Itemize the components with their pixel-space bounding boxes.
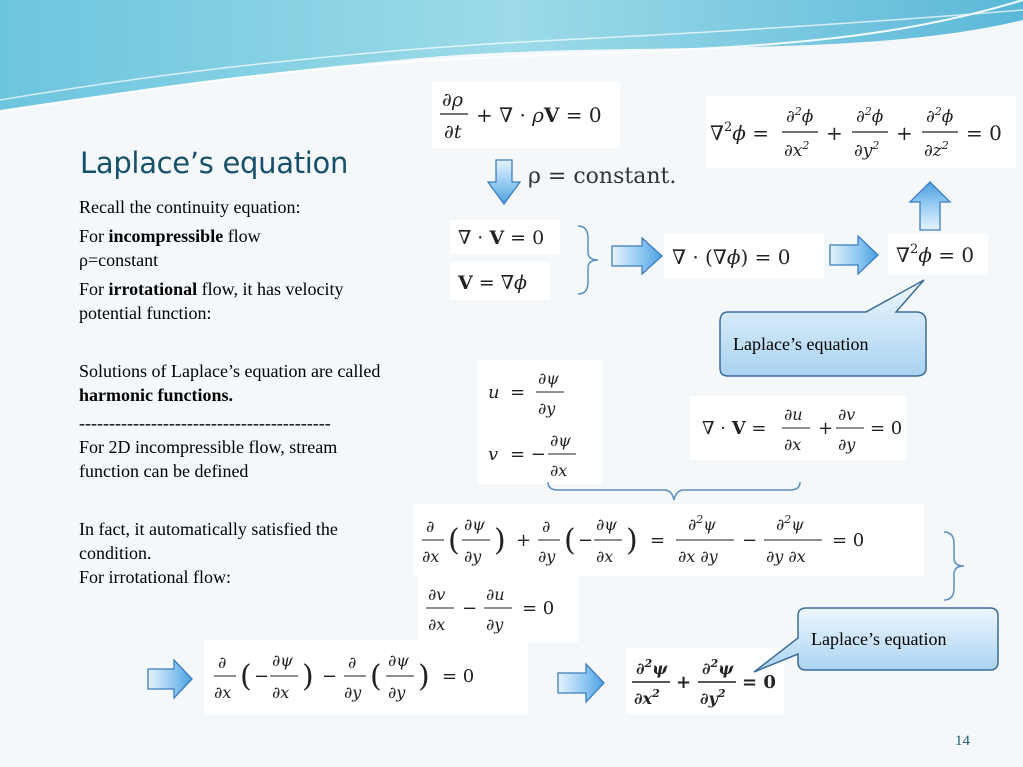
up-arrow-icon [908, 180, 952, 232]
svg-text:): ) [494, 523, 506, 558]
recall-line: Recall the continuity equation: [79, 197, 301, 217]
svg-text:v: v [488, 444, 499, 465]
laplace-3d-equation [706, 96, 1016, 168]
svg-text:∂v: ∂v [838, 405, 856, 424]
callout-bubble [716, 278, 932, 382]
div-grad-phi-equation [664, 234, 824, 278]
rho-constant-text: ρ = constant. [528, 163, 677, 189]
svg-text:∂y ∂x: ∂y ∂x [766, 547, 806, 566]
svg-text:∂v: ∂v [428, 585, 446, 604]
svg-text:−: − [578, 530, 594, 551]
svg-text:+: + [818, 418, 834, 439]
callout-label-top: Laplace’s equation [733, 334, 869, 354]
svg-text:∂: ∂ [542, 517, 551, 536]
svg-text:∂u: ∂u [784, 405, 803, 424]
irrotational-bold: irrotational [108, 279, 198, 299]
svg-text:∂x: ∂x [272, 683, 290, 702]
svg-text:∂t: ∂t [444, 121, 462, 143]
for-word: For [79, 226, 109, 246]
svg-text:(: ( [564, 523, 576, 558]
svg-text:∂2ψ: ∂$^2$ψ [702, 657, 734, 678]
svg-text:∂y: ∂y [486, 615, 504, 634]
horizontal-brace [546, 480, 802, 502]
svg-text:u: u [488, 382, 500, 403]
svg-text:∂y: ∂y [344, 683, 362, 702]
svg-text:∂y2: $\partial y^2$ [854, 139, 880, 161]
svg-text:∂ψ: ∂ψ [550, 431, 571, 450]
svg-text:=: = [510, 382, 526, 403]
in-fact-line: In fact, it automatically satisfied the condition. [79, 519, 338, 563]
right-brace-1 [574, 224, 602, 296]
svg-text:+: + [826, 121, 843, 145]
svg-text:=: = [650, 530, 666, 551]
svg-text:∂ψ: ∂ψ [538, 369, 559, 388]
velocity-potential-equation [450, 262, 550, 300]
svg-text:∂ρ: ∂ρ [442, 89, 463, 111]
svg-text:∂2ψ: ∂$^2$ψ [688, 513, 716, 534]
harmonic-bold: harmonic functions. [79, 385, 234, 405]
svg-text:−: − [322, 666, 338, 687]
right-arrow-icon [610, 236, 664, 276]
stream-function-definitions [478, 360, 602, 484]
svg-text:(: ( [240, 659, 252, 694]
svg-text:∇ · V =: ∇ · V = [702, 418, 767, 439]
svg-text:∂y: ∂y [464, 547, 482, 566]
incompressible-line [79, 224, 399, 248]
divergence-free-equation [450, 220, 560, 254]
svg-text:∇ · V = 0: ∇ · V = 0 [458, 227, 545, 249]
svg-text:∂: ∂ [426, 517, 435, 536]
right-arrow-icon [828, 234, 880, 276]
svg-text:= −: = − [510, 444, 546, 465]
svg-text:∂: ∂ [218, 653, 227, 672]
svg-text:+: + [676, 672, 692, 693]
incompressible-bold: incompressible [108, 226, 224, 246]
irrotational-2d-equation [418, 576, 578, 642]
bullet-text-column [79, 195, 399, 589]
svg-text:∂2ϕ: ∂$^2$ϕ [786, 105, 814, 127]
svg-text:): ) [626, 523, 638, 558]
svg-text:V = ∇ϕ: V = ∇ϕ [458, 272, 527, 294]
svg-text:+: + [516, 530, 532, 551]
svg-text:∂2ϕ: ∂$^2$ϕ [926, 105, 954, 127]
right-arrow-icon [556, 662, 606, 704]
svg-text:∂u: ∂u [486, 585, 505, 604]
svg-text:−: − [462, 598, 478, 619]
svg-text:∂ψ: ∂ψ [388, 651, 409, 670]
svg-text:∂x: ∂x [550, 461, 568, 480]
rho-constant-line: ρ=constant [79, 250, 159, 270]
svg-text:∂x: ∂x [596, 547, 614, 566]
divergence-2d-equation [690, 396, 906, 460]
svg-text:∂x ∂y: ∂x ∂y [678, 547, 718, 566]
dash-separator: ------------------------------------------ [79, 413, 331, 433]
svg-text:∇2ϕ =: ∇$^2$ϕ = [710, 120, 770, 145]
svg-text:∂ψ: ∂ψ [596, 515, 617, 534]
solutions-prefix: Solutions of Laplace’s equation are called [79, 361, 381, 381]
svg-text:∂y2: $\partial y^2$ [700, 687, 726, 708]
irrotational-rest: flow, it has velocity potential function: [79, 279, 344, 323]
svg-text:): ) [302, 659, 314, 694]
for-word: For [79, 279, 109, 299]
page-number: 14 [955, 733, 970, 749]
rho-constant-equation [528, 158, 700, 194]
svg-text:+ ∇ · ρV = 0: + ∇ · ρV = 0 [476, 103, 602, 127]
svg-text:∂2ψ: ∂$^2$ψ [636, 657, 668, 678]
irrotational-line [79, 277, 399, 325]
svg-text:∂x: ∂x [214, 683, 232, 702]
for-irrotational-line: For irrotational flow: [79, 567, 231, 587]
svg-text:(: ( [448, 523, 460, 558]
svg-text:∂x: ∂x [784, 435, 802, 454]
flow-word: flow [223, 226, 261, 246]
svg-text:∂2ψ: ∂$^2$ψ [776, 513, 804, 534]
down-arrow-icon [486, 158, 522, 206]
svg-text:−: − [742, 530, 758, 551]
continuity-equation [432, 82, 620, 148]
svg-text:∂ψ: ∂ψ [272, 651, 293, 670]
svg-text:+: + [896, 121, 913, 145]
svg-text:∂ψ: ∂ψ [464, 515, 485, 534]
svg-text:= 0: = 0 [522, 598, 555, 619]
svg-text:∂y: ∂y [838, 435, 856, 454]
svg-text:∂y: ∂y [538, 547, 556, 566]
stream-function-identity [414, 504, 924, 576]
twod-line: For 2D incompressible flow, stream function can be defined [79, 437, 338, 481]
svg-text:∂x2: $\partial x^2$ [784, 139, 810, 161]
svg-text:∂z2: $\partial z^2$ [924, 139, 949, 161]
svg-text:= 0: = 0 [870, 418, 903, 439]
svg-text:∂x2: $\partial x^2$ [634, 687, 660, 708]
solutions-line [79, 359, 399, 407]
svg-text:−: − [254, 666, 270, 687]
callout-label-bottom: Laplace’s equation [811, 629, 947, 649]
svg-text:(: ( [370, 659, 382, 694]
svg-text:∂2ϕ: ∂$^2$ϕ [856, 105, 884, 127]
slide-title: Laplace’s equation [80, 146, 349, 180]
svg-text:= 0: = 0 [966, 121, 1002, 145]
laplacian-phi-equation [888, 234, 988, 274]
svg-text:= 0: = 0 [742, 672, 776, 693]
right-arrow-icon [146, 658, 194, 700]
svg-text:∂x: ∂x [422, 547, 440, 566]
svg-text:∂y: ∂y [388, 683, 406, 702]
svg-text:∇2ϕ = 0: ∇$^2$ϕ = 0 [896, 242, 975, 267]
right-brace-2 [940, 530, 968, 602]
svg-text:= 0: = 0 [442, 666, 475, 687]
svg-text:∂: ∂ [348, 653, 357, 672]
svg-text:= 0: = 0 [832, 530, 865, 551]
substituted-stream-equation [204, 640, 528, 714]
svg-text:∇ · (∇ϕ) = 0: ∇ · (∇ϕ) = 0 [672, 245, 791, 269]
svg-text:∂x: ∂x [428, 615, 446, 634]
svg-text:∂y: ∂y [538, 399, 556, 418]
svg-text:): ) [418, 659, 430, 694]
